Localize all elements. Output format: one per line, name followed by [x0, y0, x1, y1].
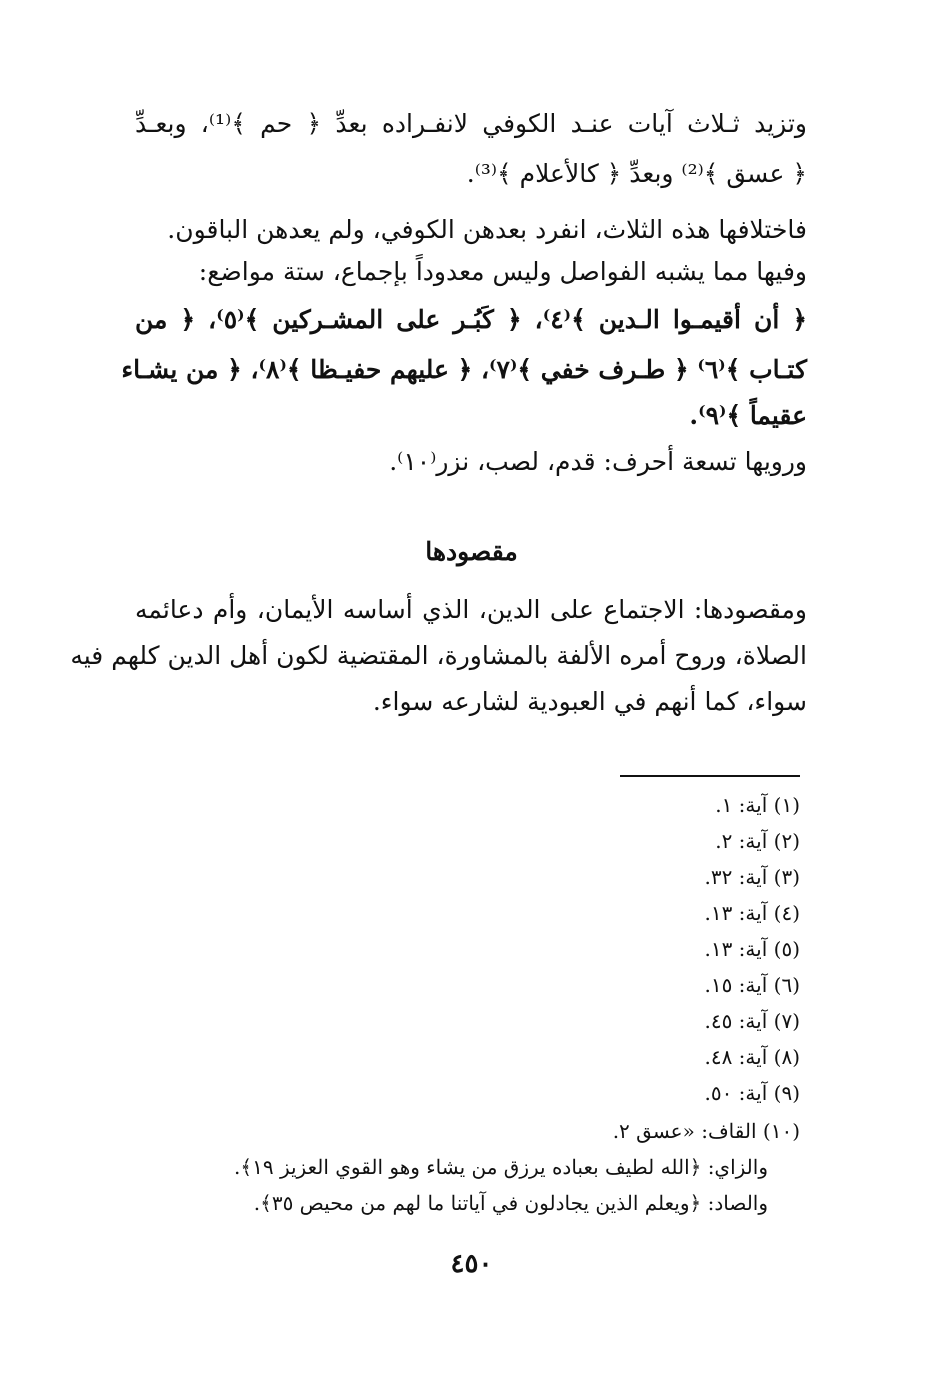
footnote-9: (٩) آية: ٥٠. — [704, 1081, 800, 1105]
body-line-7: عقيماً ﴾⁽٩⁾. — [689, 401, 807, 430]
footnote-10: (١٠) القاف: «عسق ٢. — [612, 1119, 800, 1143]
footnote-4: (٤) آية: ١٣. — [704, 901, 800, 925]
section-heading: مقصودها — [425, 537, 518, 566]
footnote-6: (٦) آية: ١٥. — [704, 973, 800, 997]
body-line-4: وفيها مما يشبه الفواصل وليس معدوداً بإجماع، ستة مواضع: — [198, 257, 807, 286]
body-line-5: ﴿ أن أقيمـوا الـدين ﴾⁽٤⁾، ﴿ كَبُـر على المشـركين ﴾⁽٥⁾، ﴿ من — [135, 305, 807, 334]
body-line-6: كتـاب ﴾⁽٦⁾ ﴿ طـرف خفي ﴾⁽٧⁾، ﴿ عليهم حفيـظا ﴾⁽٨⁾، ﴿ من يشـاء — [121, 355, 807, 384]
body-line-1: وتزيد ثـلاث آيات عنـد الكوفي لانفـراده بعدِّ ﴿ حم ﴾⁽¹⁾، وبعـدِّ — [135, 109, 807, 138]
section-line-1: ومقصودها: الاجتماع على الدين، الذي أساسه الأيمان، وأم دعائمه — [135, 595, 807, 624]
footnote-10-continuation-1: والزاي: ﴿الله لطيف بعباده يرزق من يشاء وهو القوي العزيز ١٩﴾. — [234, 1155, 768, 1179]
footnote-5: (٥) آية: ١٣. — [704, 937, 800, 961]
section-line-2: الصلاة، وروح أمره الألفة بالمشاورة، المقتضية لكون أهل الدين كلهم فيه — [70, 641, 807, 670]
footnote-10-continuation-2: والصاد: ﴿ويعلم الذين يجادلون في آياتنا ما لهم من محيص ٣٥﴾. — [253, 1191, 768, 1215]
body-line-8: ورويها تسعة أحرف: قدم، لصب، نزر⁽١٠⁾. — [389, 447, 807, 476]
footnote-divider — [620, 775, 800, 777]
page-number: ٤٥٠ — [450, 1249, 493, 1279]
footnote-1: (١) آية: ١. — [715, 793, 800, 817]
body-line-3: فاختلافها هذه الثلاث، انفرد بعدهن الكوفي، ولم يعدهن الباقون. — [167, 215, 807, 244]
section-line-3: سواء، كما أنهم في العبودية لشارعه سواء. — [372, 687, 807, 716]
footnote-2: (٢) آية: ٢. — [715, 829, 800, 853]
footnote-7: (٧) آية: ٤٥. — [704, 1009, 800, 1033]
footnote-3: (٣) آية: ٣٢. — [704, 865, 800, 889]
footnote-8: (٨) آية: ٤٨. — [704, 1045, 800, 1069]
body-line-2: ﴿ عسق ﴾⁽²⁾ وبعدِّ ﴿ كالأعلام ﴾⁽³⁾. — [466, 159, 807, 188]
